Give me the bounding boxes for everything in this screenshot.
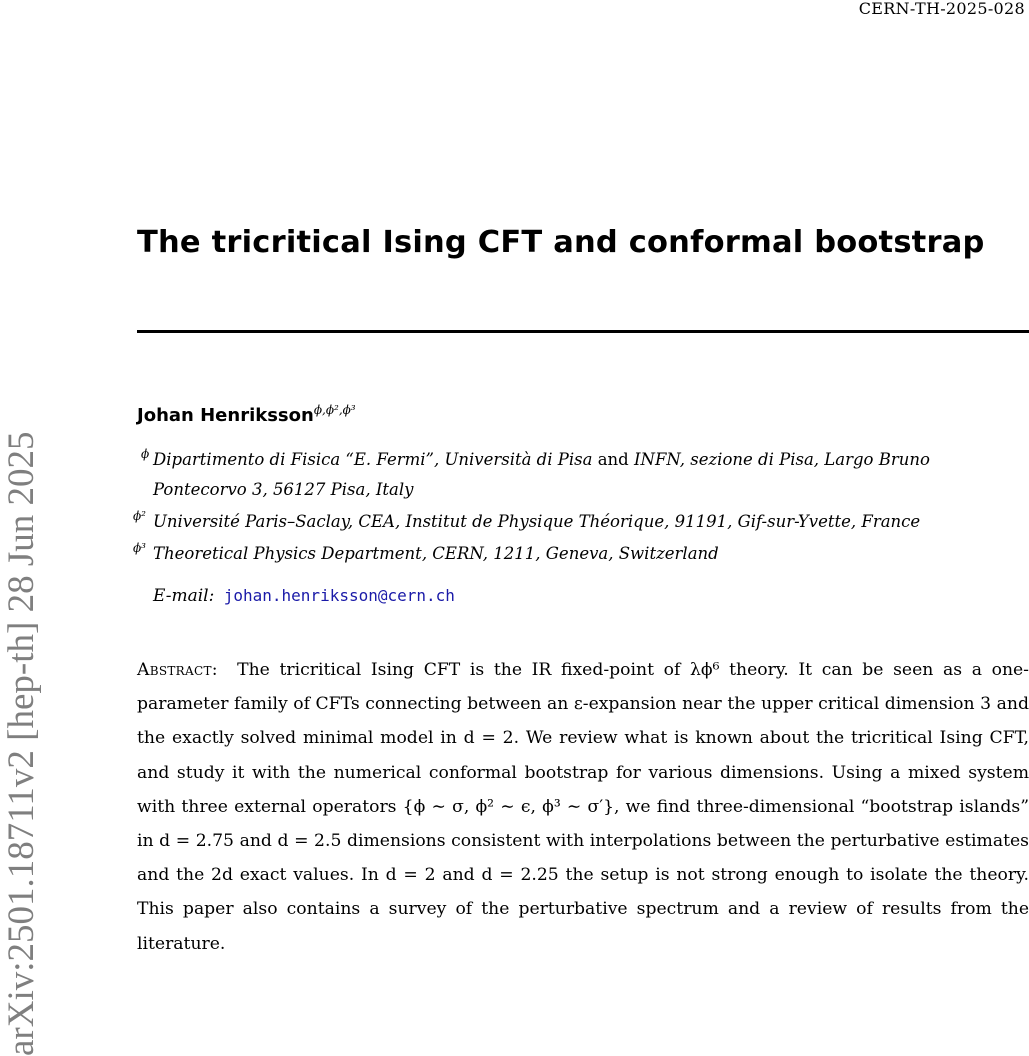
abstract-paragraph <box>137 653 1029 961</box>
email-line <box>153 586 455 606</box>
email-label: E-mail: <box>153 586 215 606</box>
abstract <box>137 653 1029 961</box>
affiliation-1-line2: Pontecorvo 3, 56127 Pisa, Italy <box>153 480 414 499</box>
author <box>137 403 356 426</box>
paper-title: The tricritical Ising CFT and conformal bootstrap <box>137 225 985 260</box>
affiliation-mark: ϕ² <box>133 509 146 523</box>
email-link[interactable]: johan.henriksson@cern.ch <box>223 586 455 605</box>
report-number: CERN-TH-2025-028 <box>858 0 1025 18</box>
author-name: Johan Henriksson <box>137 405 314 426</box>
author-affiliation-marks: ϕ,ϕ²,ϕ³ <box>313 403 356 417</box>
affiliation-1-and: and <box>597 450 629 469</box>
affiliation-mark: ϕ³ <box>133 541 146 555</box>
affiliation-3 <box>133 539 719 569</box>
affiliation-3-text: Theoretical Physics Department, CERN, 1211, Geneva, Switzerland <box>153 544 719 563</box>
title-rule <box>137 330 1029 333</box>
affiliation-1-line1b: INFN, sezione di Pisa, Largo Bruno <box>633 450 930 469</box>
abstract-text: The tricritical Ising CFT is the IR fixed-point of λϕ⁶ theory. It can be seen as a one-parameter family of CFTs connecting between an ε-expansion near the upper critical dimension 3 and the exactly solved minimal model in d = 2. We review what is known about the tricritical Ising CFT, and study it with the numerical conformal bootstrap for various dimensions. Using a mixed system with three external operators {ϕ ∼ σ, ϕ² ∼ ϵ, ϕ³ ∼ σ′}, we find three-dimensional “bootstrap islands” in d = 2.75 and d = 2.5 dimensions consistent with interpolations between the perturbative estimates and the 2d exact values. In d = 2 and d = 2.25 the setup is not strong enough to isolate the theory. This paper also contains a survey of the perturbative spectrum and a review of results from the literature. <box>137 660 1029 954</box>
affiliation-1 <box>141 445 930 505</box>
affiliation-mark: ϕ <box>141 447 150 461</box>
affiliation-2 <box>133 507 921 537</box>
arxiv-stamp: arXiv:2501.18711v2 [hep-th] 28 Jun 2025 <box>1 431 42 1056</box>
affiliation-2-text: Université Paris–Saclay, CEA, Institut de Physique Théorique, 91191, Gif-sur-Yvette, France <box>153 512 921 531</box>
affiliation-1-line1a: Dipartimento di Fisica “E. Fermi”, Università di Pisa <box>153 450 593 469</box>
abstract-label: Abstract: <box>137 660 218 680</box>
